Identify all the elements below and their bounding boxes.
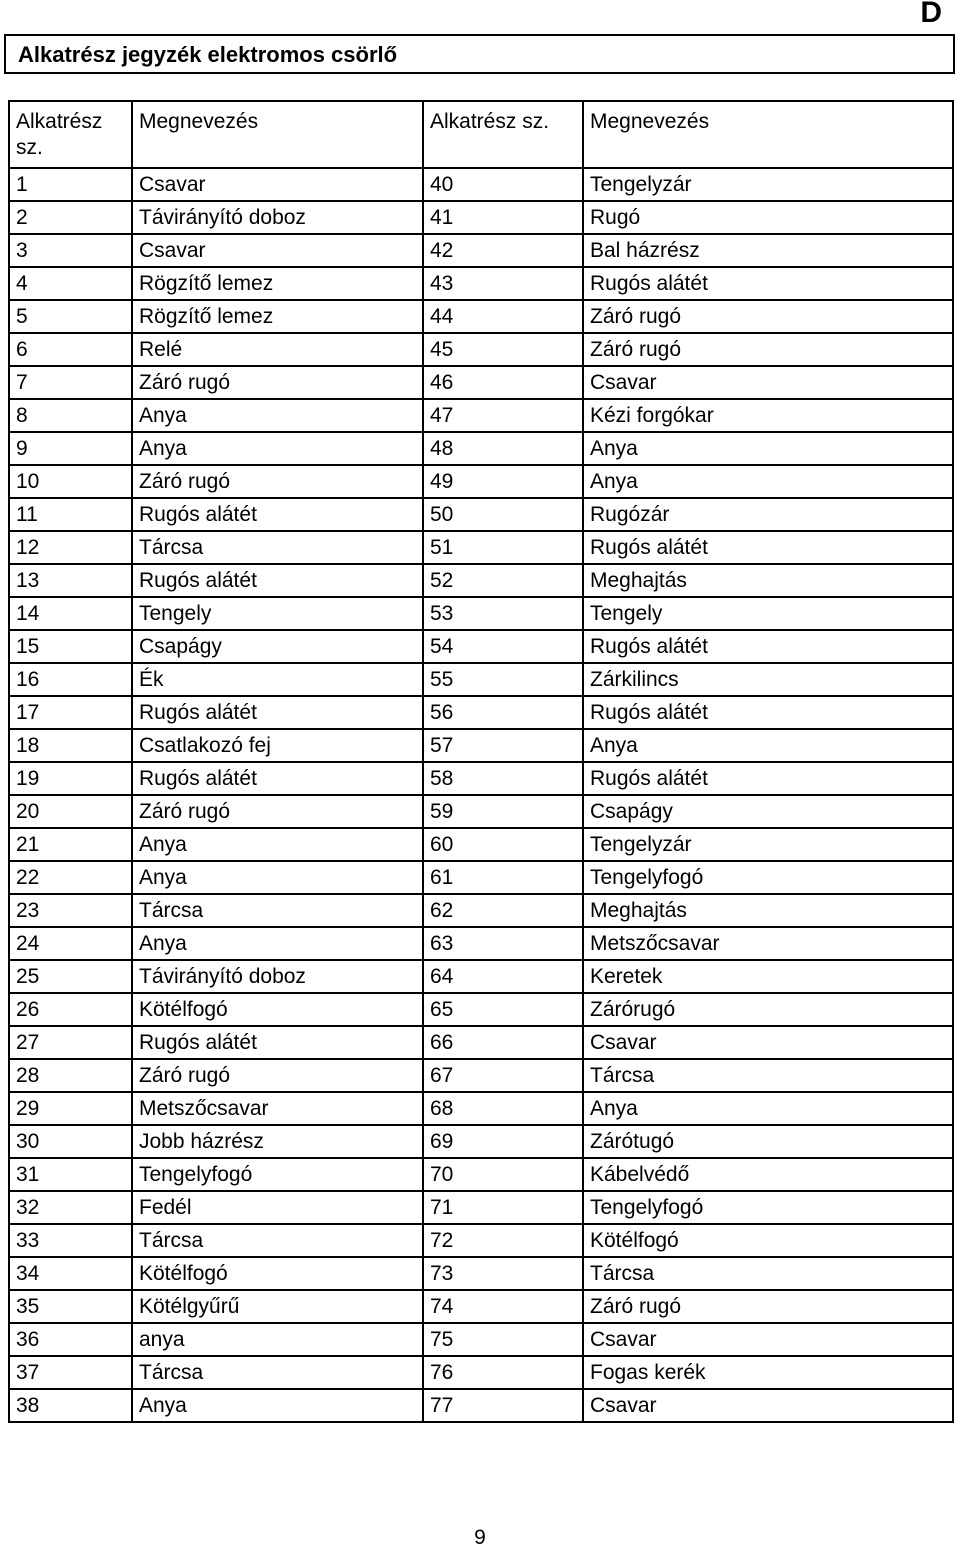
part-number-right: 64 bbox=[423, 960, 583, 993]
part-name-right: Rugózár bbox=[583, 498, 953, 531]
part-name-left: Anya bbox=[132, 828, 423, 861]
part-number-left: 37 bbox=[9, 1356, 132, 1389]
part-number-left: 3 bbox=[9, 234, 132, 267]
table-row bbox=[9, 663, 953, 696]
header-part-number-right: Alkatrész sz. bbox=[423, 101, 583, 168]
part-number-left: 30 bbox=[9, 1125, 132, 1158]
part-number-right: 73 bbox=[423, 1257, 583, 1290]
part-number-left: 24 bbox=[9, 927, 132, 960]
table-row bbox=[9, 894, 953, 927]
part-number-right: 66 bbox=[423, 1026, 583, 1059]
part-number-left: 38 bbox=[9, 1389, 132, 1422]
part-number-left: 9 bbox=[9, 432, 132, 465]
part-name-right: Tengely bbox=[583, 597, 953, 630]
part-name-right: Tengelyzár bbox=[583, 168, 953, 201]
part-number-left: 1 bbox=[9, 168, 132, 201]
part-name-right: Záró rugó bbox=[583, 300, 953, 333]
parts-table-body bbox=[9, 101, 953, 1422]
table-row bbox=[9, 333, 953, 366]
table-row bbox=[9, 1191, 953, 1224]
part-name-right: Zárkilincs bbox=[583, 663, 953, 696]
part-number-left: 16 bbox=[9, 663, 132, 696]
table-row bbox=[9, 168, 953, 201]
part-number-left: 15 bbox=[9, 630, 132, 663]
part-name-left: anya bbox=[132, 1323, 423, 1356]
table-row bbox=[9, 1026, 953, 1059]
part-name-left: Csavar bbox=[132, 234, 423, 267]
part-number-left: 34 bbox=[9, 1257, 132, 1290]
part-name-left: Anya bbox=[132, 861, 423, 894]
part-name-left: Tárcsa bbox=[132, 1356, 423, 1389]
part-number-right: 54 bbox=[423, 630, 583, 663]
part-name-right: Tengelyfogó bbox=[583, 1191, 953, 1224]
part-name-left: Távirányító doboz bbox=[132, 201, 423, 234]
part-name-right: Anya bbox=[583, 1092, 953, 1125]
part-number-left: 19 bbox=[9, 762, 132, 795]
part-number-right: 67 bbox=[423, 1059, 583, 1092]
part-name-left: Rugós alátét bbox=[132, 696, 423, 729]
table-row bbox=[9, 1290, 953, 1323]
part-number-right: 69 bbox=[423, 1125, 583, 1158]
part-name-left: Csatlakozó fej bbox=[132, 729, 423, 762]
table-row bbox=[9, 1125, 953, 1158]
part-number-right: 57 bbox=[423, 729, 583, 762]
part-number-right: 45 bbox=[423, 333, 583, 366]
table-row bbox=[9, 1356, 953, 1389]
part-name-right: Tárcsa bbox=[583, 1257, 953, 1290]
header-name-left: Megnevezés bbox=[132, 101, 423, 168]
part-name-right: Csavar bbox=[583, 366, 953, 399]
part-number-right: 42 bbox=[423, 234, 583, 267]
table-row bbox=[9, 828, 953, 861]
table-row bbox=[9, 564, 953, 597]
part-number-right: 40 bbox=[423, 168, 583, 201]
part-number-left: 25 bbox=[9, 960, 132, 993]
table-row bbox=[9, 630, 953, 663]
part-name-right: Rugós alátét bbox=[583, 630, 953, 663]
part-name-right: Záró rugó bbox=[583, 333, 953, 366]
part-name-right: Kötélfogó bbox=[583, 1224, 953, 1257]
part-number-left: 22 bbox=[9, 861, 132, 894]
part-name-right: Csavar bbox=[583, 1026, 953, 1059]
part-number-right: 47 bbox=[423, 399, 583, 432]
part-name-left: Tengelyfogó bbox=[132, 1158, 423, 1191]
table-row bbox=[9, 234, 953, 267]
part-name-left: Anya bbox=[132, 399, 423, 432]
table-row bbox=[9, 729, 953, 762]
part-name-left: Relé bbox=[132, 333, 423, 366]
part-number-right: 62 bbox=[423, 894, 583, 927]
table-row bbox=[9, 1092, 953, 1125]
part-name-right: Keretek bbox=[583, 960, 953, 993]
table-row bbox=[9, 300, 953, 333]
part-number-right: 65 bbox=[423, 993, 583, 1026]
part-number-left: 36 bbox=[9, 1323, 132, 1356]
part-number-right: 43 bbox=[423, 267, 583, 300]
header-part-number-left: Alkatrész sz. bbox=[9, 101, 132, 168]
table-row bbox=[9, 861, 953, 894]
part-number-left: 5 bbox=[9, 300, 132, 333]
part-name-right: Rugó bbox=[583, 201, 953, 234]
part-name-right: Zárótugó bbox=[583, 1125, 953, 1158]
part-name-right: Rugós alátét bbox=[583, 531, 953, 564]
part-number-left: 31 bbox=[9, 1158, 132, 1191]
part-number-left: 29 bbox=[9, 1092, 132, 1125]
part-number-right: 48 bbox=[423, 432, 583, 465]
part-number-left: 35 bbox=[9, 1290, 132, 1323]
part-name-left: Kötélgyűrű bbox=[132, 1290, 423, 1323]
part-number-right: 50 bbox=[423, 498, 583, 531]
part-name-right: Anya bbox=[583, 729, 953, 762]
table-row bbox=[9, 993, 953, 1026]
part-name-right: Metszőcsavar bbox=[583, 927, 953, 960]
table-row bbox=[9, 465, 953, 498]
part-name-left: Záró rugó bbox=[132, 366, 423, 399]
part-name-right: Csapágy bbox=[583, 795, 953, 828]
part-number-left: 27 bbox=[9, 1026, 132, 1059]
part-number-left: 28 bbox=[9, 1059, 132, 1092]
part-name-right: Csavar bbox=[583, 1323, 953, 1356]
part-number-left: 17 bbox=[9, 696, 132, 729]
part-name-left: Metszőcsavar bbox=[132, 1092, 423, 1125]
header-name-right: Megnevezés bbox=[583, 101, 953, 168]
part-name-left: Anya bbox=[132, 432, 423, 465]
part-number-left: 23 bbox=[9, 894, 132, 927]
part-number-left: 10 bbox=[9, 465, 132, 498]
table-row bbox=[9, 1158, 953, 1191]
part-name-right: Tengelyzár bbox=[583, 828, 953, 861]
part-number-left: 6 bbox=[9, 333, 132, 366]
part-number-left: 2 bbox=[9, 201, 132, 234]
part-number-left: 4 bbox=[9, 267, 132, 300]
table-row bbox=[9, 366, 953, 399]
part-number-right: 68 bbox=[423, 1092, 583, 1125]
part-number-right: 74 bbox=[423, 1290, 583, 1323]
table-row bbox=[9, 201, 953, 234]
part-name-left: Rögzítő lemez bbox=[132, 300, 423, 333]
table-row bbox=[9, 795, 953, 828]
part-number-left: 32 bbox=[9, 1191, 132, 1224]
part-name-left: Távirányító doboz bbox=[132, 960, 423, 993]
part-name-right: Kábelvédő bbox=[583, 1158, 953, 1191]
part-name-left: Záró rugó bbox=[132, 1059, 423, 1092]
part-name-right: Fogas kerék bbox=[583, 1356, 953, 1389]
part-number-right: 61 bbox=[423, 861, 583, 894]
part-name-right: Zárórugó bbox=[583, 993, 953, 1026]
part-name-left: Tárcsa bbox=[132, 1224, 423, 1257]
part-number-right: 53 bbox=[423, 597, 583, 630]
part-name-right: Rugós alátét bbox=[583, 762, 953, 795]
table-row bbox=[9, 927, 953, 960]
table-row bbox=[9, 1059, 953, 1092]
parts-table bbox=[8, 100, 954, 1423]
part-name-left: Tengely bbox=[132, 597, 423, 630]
part-number-right: 51 bbox=[423, 531, 583, 564]
part-number-left: 26 bbox=[9, 993, 132, 1026]
part-number-left: 20 bbox=[9, 795, 132, 828]
part-name-left: Anya bbox=[132, 927, 423, 960]
part-name-right: Tengelyfogó bbox=[583, 861, 953, 894]
section-letter: D bbox=[920, 0, 942, 29]
part-number-right: 70 bbox=[423, 1158, 583, 1191]
part-number-right: 41 bbox=[423, 201, 583, 234]
part-name-right: Kézi forgókar bbox=[583, 399, 953, 432]
table-row bbox=[9, 498, 953, 531]
part-name-left: Csavar bbox=[132, 168, 423, 201]
part-number-left: 18 bbox=[9, 729, 132, 762]
part-number-right: 76 bbox=[423, 1356, 583, 1389]
table-row bbox=[9, 696, 953, 729]
part-name-left: Anya bbox=[132, 1389, 423, 1422]
part-number-right: 44 bbox=[423, 300, 583, 333]
part-number-right: 63 bbox=[423, 927, 583, 960]
part-number-right: 71 bbox=[423, 1191, 583, 1224]
part-name-left: Rugós alátét bbox=[132, 1026, 423, 1059]
part-name-left: Rugós alátét bbox=[132, 564, 423, 597]
part-number-right: 55 bbox=[423, 663, 583, 696]
part-name-left: Tárcsa bbox=[132, 894, 423, 927]
part-name-left: Jobb házrész bbox=[132, 1125, 423, 1158]
part-number-left: 14 bbox=[9, 597, 132, 630]
page-title: Alkatrész jegyzék elektromos csörlő bbox=[18, 42, 398, 67]
part-name-right: Csavar bbox=[583, 1389, 953, 1422]
part-name-left: Záró rugó bbox=[132, 465, 423, 498]
part-number-right: 75 bbox=[423, 1323, 583, 1356]
part-name-left: Kötélfogó bbox=[132, 1257, 423, 1290]
part-number-right: 77 bbox=[423, 1389, 583, 1422]
part-name-left: Záró rugó bbox=[132, 795, 423, 828]
part-name-left: Ék bbox=[132, 663, 423, 696]
table-row bbox=[9, 399, 953, 432]
page-number: 9 bbox=[474, 1526, 486, 1549]
part-name-right: Rugós alátét bbox=[583, 696, 953, 729]
table-row bbox=[9, 1257, 953, 1290]
table-row bbox=[9, 1224, 953, 1257]
table-row bbox=[9, 762, 953, 795]
title-box bbox=[4, 34, 955, 74]
part-number-right: 58 bbox=[423, 762, 583, 795]
part-name-right: Anya bbox=[583, 432, 953, 465]
part-number-left: 13 bbox=[9, 564, 132, 597]
part-name-left: Kötélfogó bbox=[132, 993, 423, 1026]
part-name-right: Tárcsa bbox=[583, 1059, 953, 1092]
part-number-right: 60 bbox=[423, 828, 583, 861]
part-name-left: Tárcsa bbox=[132, 531, 423, 564]
part-name-right: Rugós alátét bbox=[583, 267, 953, 300]
table-row bbox=[9, 267, 953, 300]
table-row bbox=[9, 960, 953, 993]
part-number-left: 33 bbox=[9, 1224, 132, 1257]
table-row bbox=[9, 1389, 953, 1422]
part-number-right: 59 bbox=[423, 795, 583, 828]
part-number-left: 8 bbox=[9, 399, 132, 432]
table-row bbox=[9, 432, 953, 465]
part-name-right: Záró rugó bbox=[583, 1290, 953, 1323]
part-number-left: 21 bbox=[9, 828, 132, 861]
part-name-right: Meghajtás bbox=[583, 894, 953, 927]
part-name-right: Anya bbox=[583, 465, 953, 498]
part-name-left: Rögzítő lemez bbox=[132, 267, 423, 300]
part-name-left: Csapágy bbox=[132, 630, 423, 663]
table-row bbox=[9, 531, 953, 564]
part-name-right: Bal házrész bbox=[583, 234, 953, 267]
table-header-row bbox=[9, 101, 953, 168]
part-number-right: 72 bbox=[423, 1224, 583, 1257]
part-number-left: 11 bbox=[9, 498, 132, 531]
part-number-right: 52 bbox=[423, 564, 583, 597]
part-name-left: Rugós alátét bbox=[132, 498, 423, 531]
part-name-left: Rugós alátét bbox=[132, 762, 423, 795]
table-row bbox=[9, 1323, 953, 1356]
part-number-right: 46 bbox=[423, 366, 583, 399]
part-number-left: 7 bbox=[9, 366, 132, 399]
part-number-right: 56 bbox=[423, 696, 583, 729]
part-name-right: Meghajtás bbox=[583, 564, 953, 597]
table-row bbox=[9, 597, 953, 630]
part-number-right: 49 bbox=[423, 465, 583, 498]
part-number-left: 12 bbox=[9, 531, 132, 564]
part-name-left: Fedél bbox=[132, 1191, 423, 1224]
